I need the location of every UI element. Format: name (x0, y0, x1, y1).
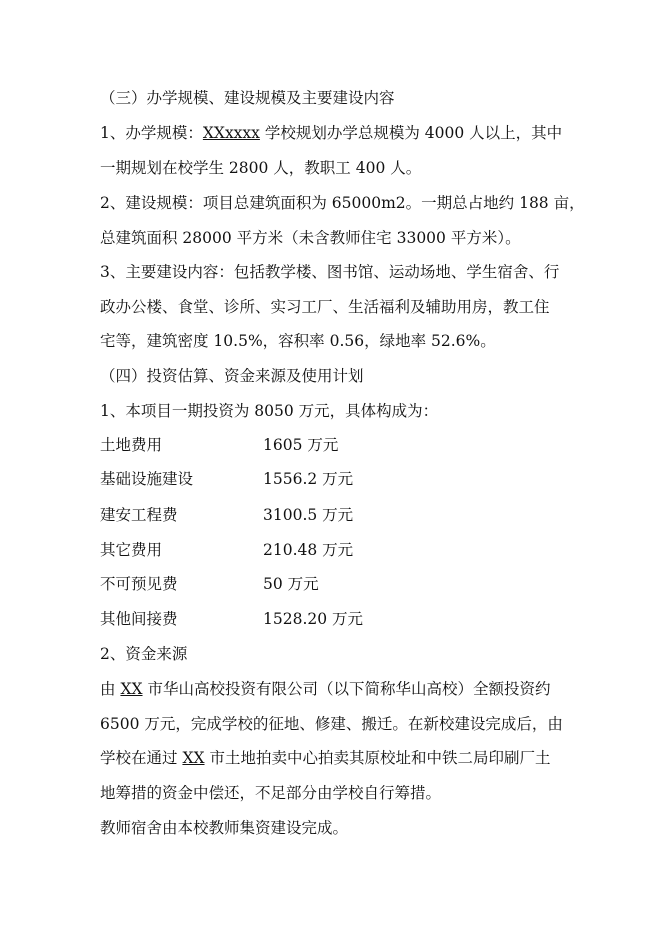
cost-item: 土地费用 (100, 436, 163, 454)
paragraph-text: 由 (100, 680, 121, 698)
cost-item: 建安工程费 (100, 506, 178, 524)
cost-item: 不可预见费 (100, 575, 178, 593)
cost-amount: 3100.5 万元 (263, 506, 354, 524)
investment-intro: 1、本项目一期投资为 8050 万元，具体构成为： (100, 402, 439, 420)
school-name-placeholder: XXxxxx (202, 124, 260, 142)
funding-paragraph-line3 (100, 748, 550, 768)
paragraph-text: 市华山高校投资有限公司（以下简称华山高校）全额投资约 (142, 680, 551, 698)
section-heading-4: （四）投资估算、资金来源及使用计划 (100, 367, 364, 385)
paragraph-prefix: 1、办学规模： (100, 124, 203, 142)
paragraph-construction-content-line1: 3、主要建设内容：包括教学楼、图书馆、运动场地、学生宿舍、行 (100, 263, 560, 281)
paragraph-text: 市土地拍卖中心拍卖其原校址和中铁二局印刷厂土 (204, 749, 551, 767)
paragraph-text: 学校规划办学总规模为 4000 人以上，其中 (259, 124, 563, 142)
funding-paragraph-line4: 地筹措的资金中偿还，不足部分由学校自行筹措。 (100, 784, 442, 802)
city-placeholder: XX (182, 749, 205, 767)
cost-amount: 1605 万元 (263, 436, 339, 454)
paragraph-construction-content-line3: 宅等，建筑密度 10.5%，容积率 0.56，绿地率 52.6%。 (100, 332, 496, 350)
paragraph-construction-content-line2: 政办公楼、食堂、诊所、实习工厂、生活福利及辅助用房，教工住 (100, 298, 550, 316)
teacher-dormitory-note: 教师宿舍由本校教师集资建设完成。 (100, 819, 349, 837)
cost-item: 其它费用 (100, 541, 163, 559)
paragraph-construction-scale-line1: 2、建设规模：项目总建筑面积为 65000m2。一期总占地约 188 亩， (100, 194, 585, 212)
cost-amount: 50 万元 (263, 575, 319, 593)
city-placeholder: XX (120, 680, 143, 698)
funding-heading: 2、资金来源 (100, 645, 188, 663)
section-heading-3: （三）办学规模、建设规模及主要建设内容 (100, 89, 395, 107)
cost-amount: 1556.2 万元 (263, 470, 354, 488)
paragraph-construction-scale-line2: 总建筑面积 28000 平方米（未含教师住宅 33000 平方米）。 (100, 229, 521, 247)
funding-paragraph-line1 (100, 679, 550, 699)
cost-amount: 210.48 万元 (263, 541, 354, 559)
paragraph-text: 学校在通过 (100, 749, 183, 767)
cost-item: 基础设施建设 (100, 470, 194, 488)
paragraph-school-scale-line2: 一期规划在校学生 2800 人，教职工 400 人。 (100, 159, 422, 177)
paragraph-school-scale-line1 (100, 123, 562, 143)
cost-amount: 1528.20 万元 (263, 610, 364, 628)
cost-item: 其他间接费 (100, 610, 178, 628)
funding-paragraph-line2: 6500 万元，完成学校的征地、修建、搬迁。在新校建设完成后，由 (100, 715, 563, 733)
